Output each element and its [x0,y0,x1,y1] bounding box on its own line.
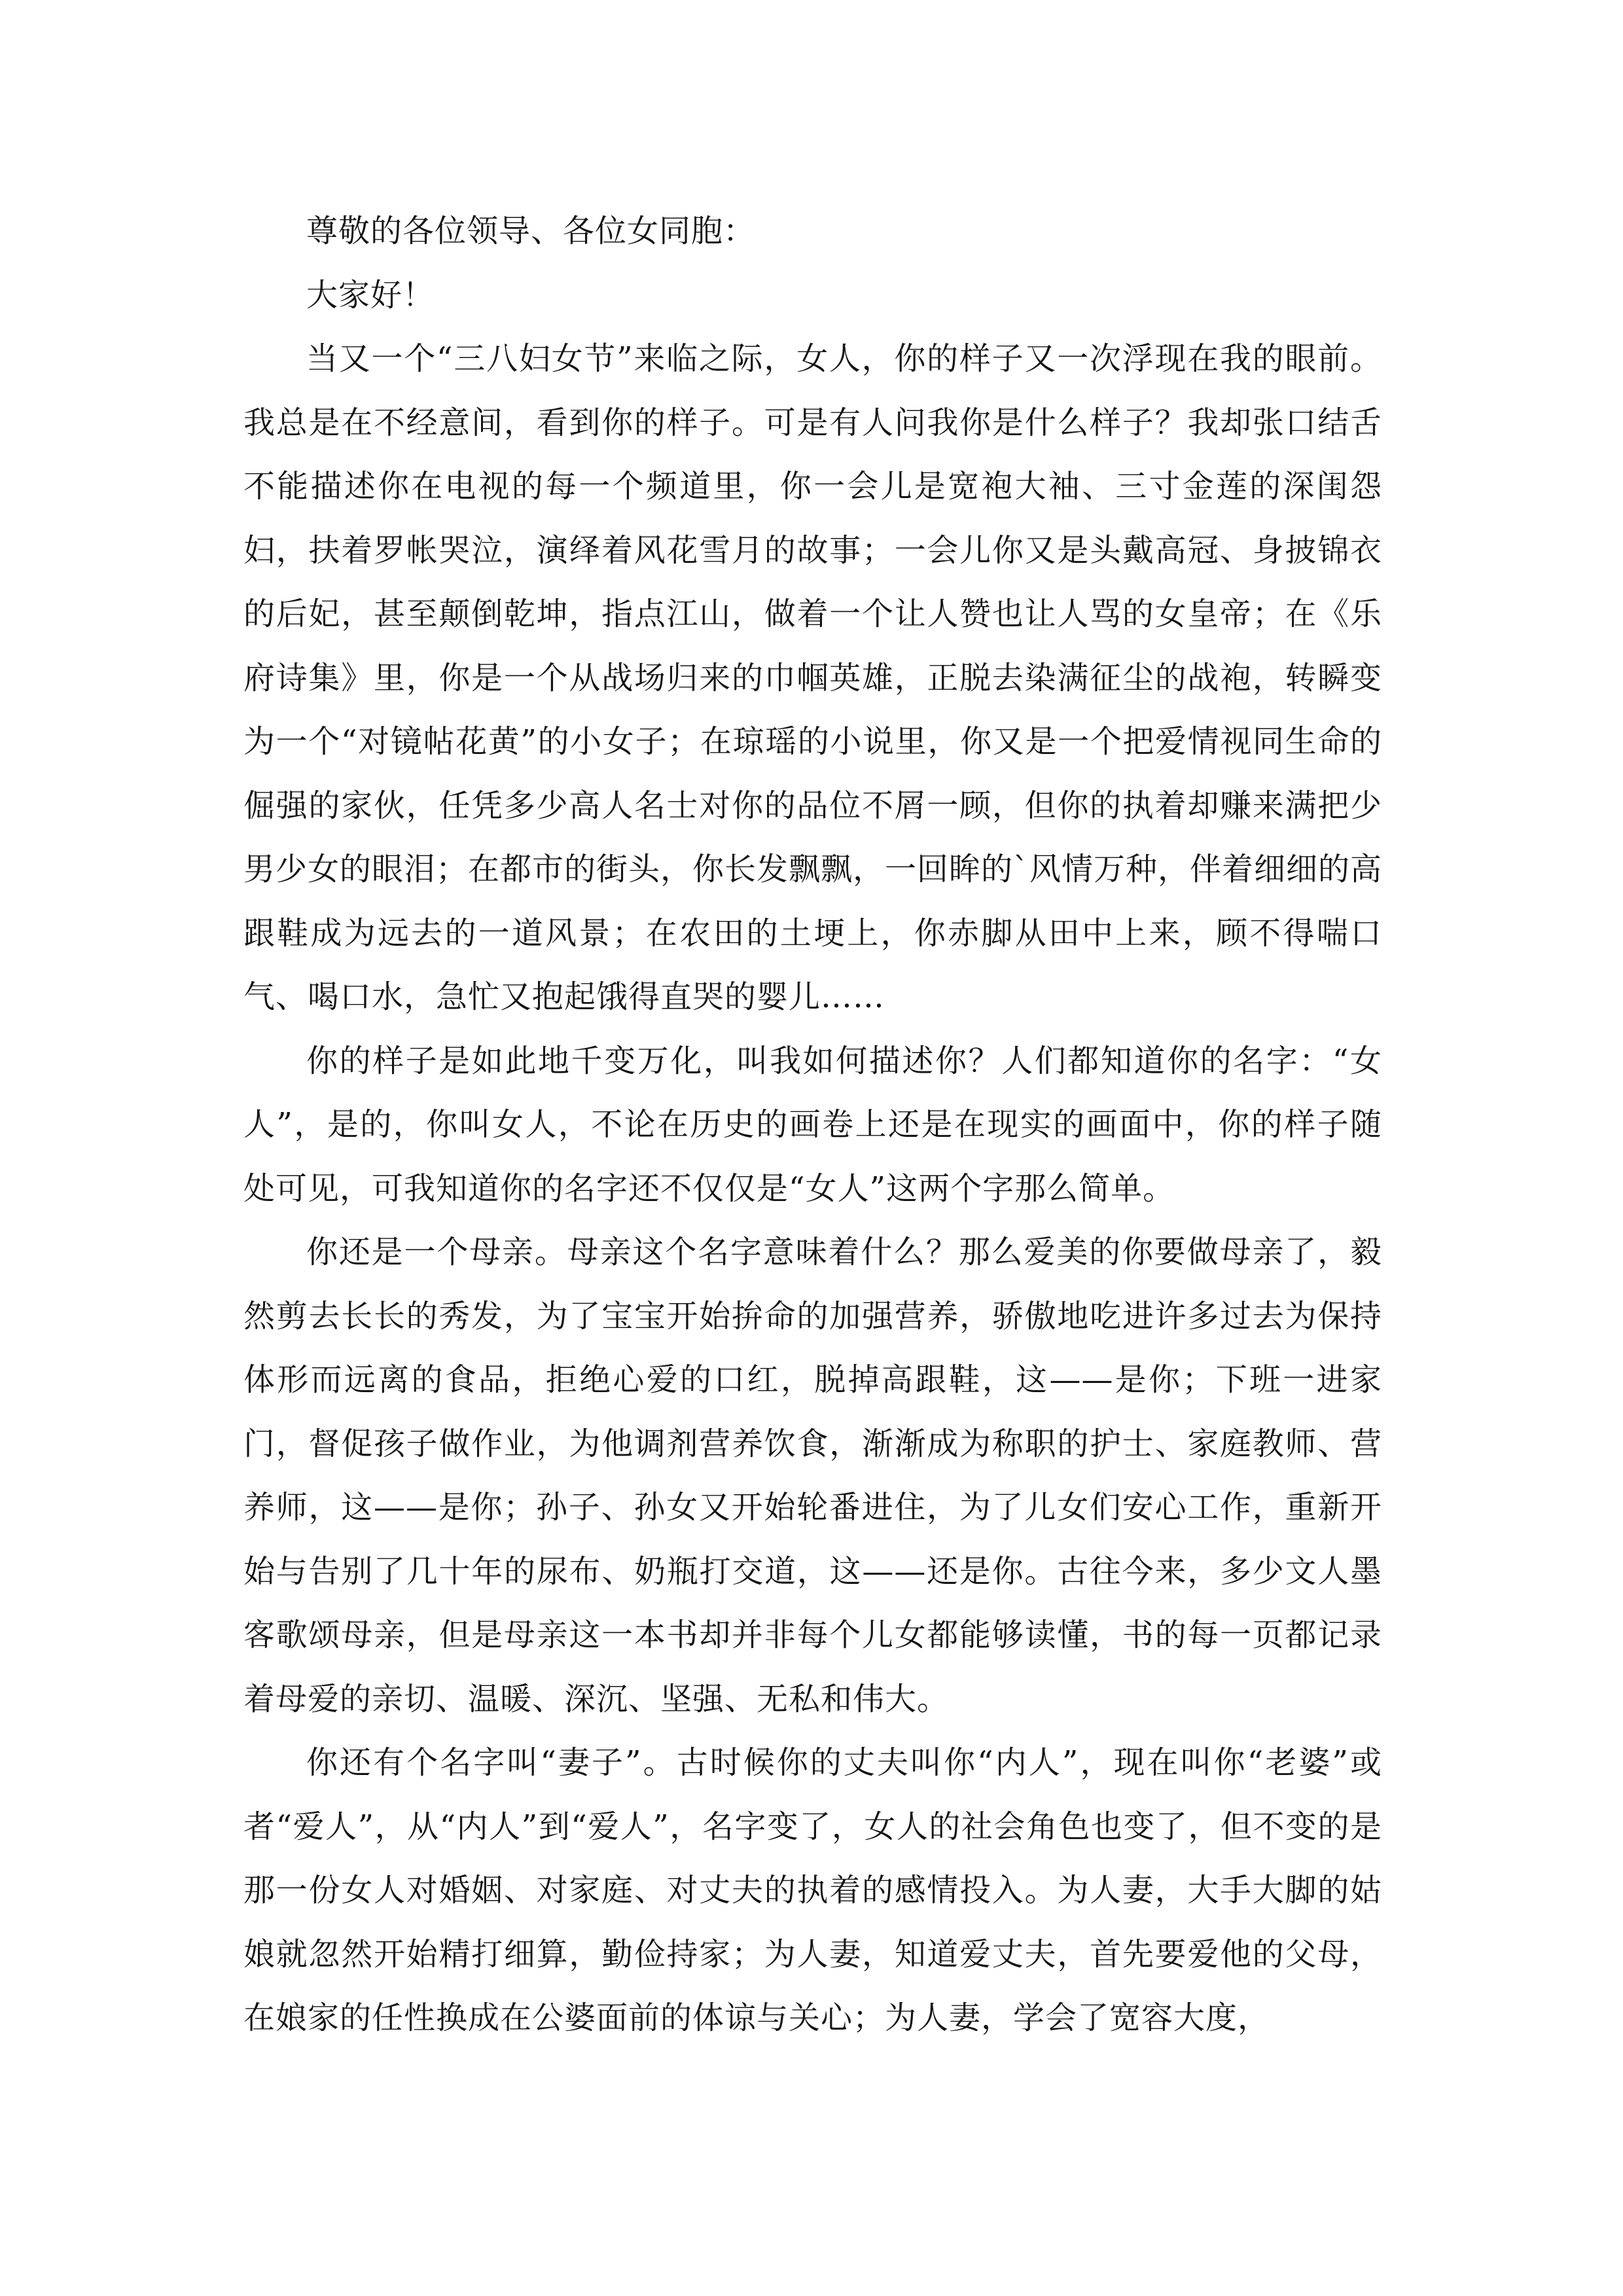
paragraph-3: 你还是一个母亲。母亲这个名字意味着什么？那么爱美的你要做母亲了，毅然剪去长长的秀发，为了宝宝开始拚命的加强营养，骄傲地吃进许多过去为保持体形而远离的食品，拒绝心爱的口红，脱掉高跟鞋，这——是你；下班一进家门，督促孩子做作业，为他调剂营养饮食，渐渐成为称职的护士、家庭教师、营养师，这——是你；孙子、孙女又开始轮番进住，为了儿女们安心工作，重新开始与告别了几十年的尿布、奶瓶打交道，这——还是你。古往今来，多少文人墨客歌颂母亲，但是母亲这一本书却并非每个儿女都能够读懂，书的每一页都记录着母爱的亲切、温暖、深沉、坚强、无私和伟大。 [243,1234,1382,1717]
paragraph-2: 你的样子是如此地千变万化，叫我如何描述你？人们都知道你的名字：“女人”，是的，你叫女人，不论在历史的画卷上还是在现实的画面中，你的样子随处可见，可我知道你的名字还不仅仅是“女人”这两个字那么简单。 [243,1042,1382,1207]
paragraph-4: 你还有个名字叫“妻子”。古时候你的丈夫叫你“内人”，现在叫你“老婆”或者“爱人”，从“内人”到“爱人”，名字变了，女人的社会角色也变了，但不变的是那一份女人对婚姻、对家庭、对丈夫的执着的感情投入。为人妻，大手大脚的姑娘就忽然开始精打细算，勤俭持家；为人妻，知道爱丈夫，首先要爱他的父母，在娘家的任性换成在公婆面前的体谅与关心；为人妻，学会了宽容大度， [243,1744,1382,2036]
speech-text [243,200,1382,2051]
greeting: 大家好！ [306,276,435,314]
paragraph-1: 当又一个“三八妇女节”来临之际，女人，你的样子又一次浮现在我的眼前。我总是在不经意间，看到你的样子。可是有人问我你是什么样子？我却张口结舌不能描述你在电视的每一个频道里，你一会儿是宽袍大袖、三寸金莲的深闺怨妇，扶着罗帐哭泣，演绎着风花雪月的故事；一会儿你又是头戴高冠、身披锦衣的后妃，甚至颠倒乾坤，指点江山，做着一个让人赞也让人骂的女皇帝；在《乐府诗集》里，你是一个从战场归来的巾帼英雄，正脱去染满征尘的战袍，转瞬变为一个“对镜帖花黄”的小女子；在琼瑶的小说里，你又是一个把爱情视同生命的倔强的家伙，任凭多少高人名士对你的品位不屑一顾，但你的执着却赚来满把少男少女的眼泪；在都市的街头，你长发飘飘，一回眸的`风情万种，伴着细细的高跟鞋成为远去的一道风景；在农田的土埂上，你赤脚从田中上来，顾不得喘口气、喝口水，急忙又抱起饿得直哭的婴儿…… [243,340,1383,1015]
salutation: 尊敬的各位领导、各位女同胞： [306,213,756,249]
